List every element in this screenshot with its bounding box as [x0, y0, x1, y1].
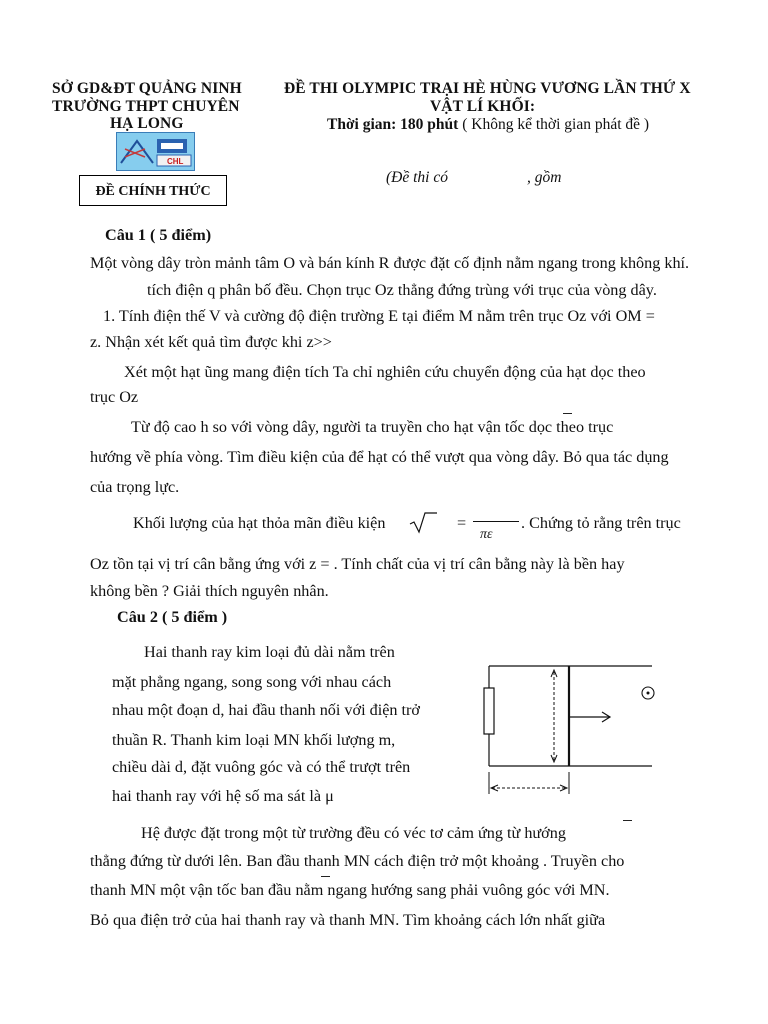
- school-dept-line: SỞ GD&ĐT QUẢNG NINH: [52, 80, 242, 97]
- q1-paragraph: trục Oz: [90, 388, 139, 406]
- q2-paragraph: thanh MN một vận tốc ban đầu nằm ngang hướng sang phải vuông góc với MN.: [90, 881, 610, 899]
- vector-bar: [563, 413, 572, 414]
- q1-paragraph: . Chứng tỏ rằng trên trục: [521, 514, 681, 532]
- q2-paragraph: Hệ được đặt trong một từ trường đều có véc tơ cảm ứng từ hướng: [141, 824, 566, 842]
- q1-paragraph: Từ độ cao h so với vòng dây, người ta truyền cho hạt vận tốc dọc theo trục: [131, 418, 614, 436]
- q1-paragraph: Một vòng dây tròn mảnh tâm O và bán kính R được đặt cố định nằm ngang trong không khí.: [90, 254, 690, 272]
- equals-sign: =: [457, 514, 467, 532]
- fraction-denominator: πε: [480, 527, 493, 542]
- time-label: Thời gian: 180 phút: [327, 116, 459, 133]
- rail-circuit-diagram: [456, 662, 666, 802]
- q1-heading: Câu 1 ( 5 điểm): [105, 226, 212, 244]
- time-note: ( Không kể thời gian phát đề ): [458, 116, 650, 133]
- school-city-line: HẠ LONG: [110, 115, 184, 132]
- time-line: [327, 116, 649, 134]
- q1-paragraph: tích điện q phân bố đều. Chọn trục Oz thẳng đứng trùng với trục của vòng dây.: [147, 281, 657, 299]
- q1-paragraph: của trọng lực.: [90, 478, 180, 496]
- q2-paragraph: Bỏ qua điện trở của hai thanh ray và thanh MN. Tìm khoảng cách lớn nhất giữa: [90, 911, 606, 929]
- q2-paragraph: thẳng đứng từ dưới lên. Ban đầu thanh MN cách điện trở một khoảng . Truyền cho: [90, 852, 625, 870]
- q1-paragraph: Oz tồn tại vị trí cân bằng ứng với z = . Tính chất của vị trí cân bằng này là bền hay: [90, 555, 625, 573]
- q2-heading: Câu 2 ( 5 điểm ): [117, 608, 228, 626]
- q1-paragraph: Xét một hạt ũng mang điện tích Ta chỉ nghiên cứu chuyển động của hạt dọc theo: [124, 363, 646, 381]
- q2-line: hai thanh ray với hệ số ma sát là μ: [112, 787, 334, 805]
- q2-line: chiều dài d, đặt vuông góc và có thể trượt trên: [112, 758, 411, 776]
- q2-line: Hai thanh ray kim loại đủ dài nằm trên: [144, 643, 395, 661]
- q2-line: nhau một đoạn d, hai đầu thanh nối với điện trở: [112, 701, 420, 719]
- school-logo: [116, 132, 195, 171]
- q1-paragraph: z. Nhận xét kết quả tìm được khi z>>: [90, 333, 332, 351]
- pages-note-b: , gồm: [527, 169, 562, 186]
- pages-note-a: (Đề thi có: [386, 169, 448, 186]
- resistor: [484, 688, 494, 734]
- fraction-bar: [473, 521, 519, 522]
- school-name-line: TRƯỜNG THPT CHUYÊN: [52, 98, 240, 115]
- vector-bar: [623, 820, 632, 821]
- q2-line: mặt phẳng ngang, song song với nhau cách: [112, 673, 392, 691]
- exam-title-line2: VẬT LÍ KHỐI:: [430, 98, 536, 115]
- q2-line: thuần R. Thanh kim loại MN khối lượng m,: [112, 731, 396, 749]
- q1-paragraph: 1. Tính điện thế V và cường độ điện trường E tại điểm M nằm trên trục Oz với OM =: [103, 307, 655, 325]
- q1-paragraph: Khối lượng của hạt thỏa mãn điều kiện: [133, 514, 386, 532]
- logo-text: CHL: [167, 157, 184, 166]
- vector-bar: [321, 876, 330, 877]
- official-exam-box: ĐỀ CHÍNH THỨC: [79, 175, 227, 206]
- q1-paragraph: hướng về phía vòng. Tìm điều kiện của để hạt có thể vượt qua vòng dây. Bỏ qua tác dụng: [90, 448, 669, 466]
- q1-paragraph: không bền ? Giải thích nguyên nhân.: [90, 582, 329, 600]
- exam-title-line1: ĐỀ THI OLYMPIC TRẠI HÈ HÙNG VƯƠNG LẦN THỨ X: [284, 80, 691, 97]
- sqrt-symbol: [408, 510, 438, 534]
